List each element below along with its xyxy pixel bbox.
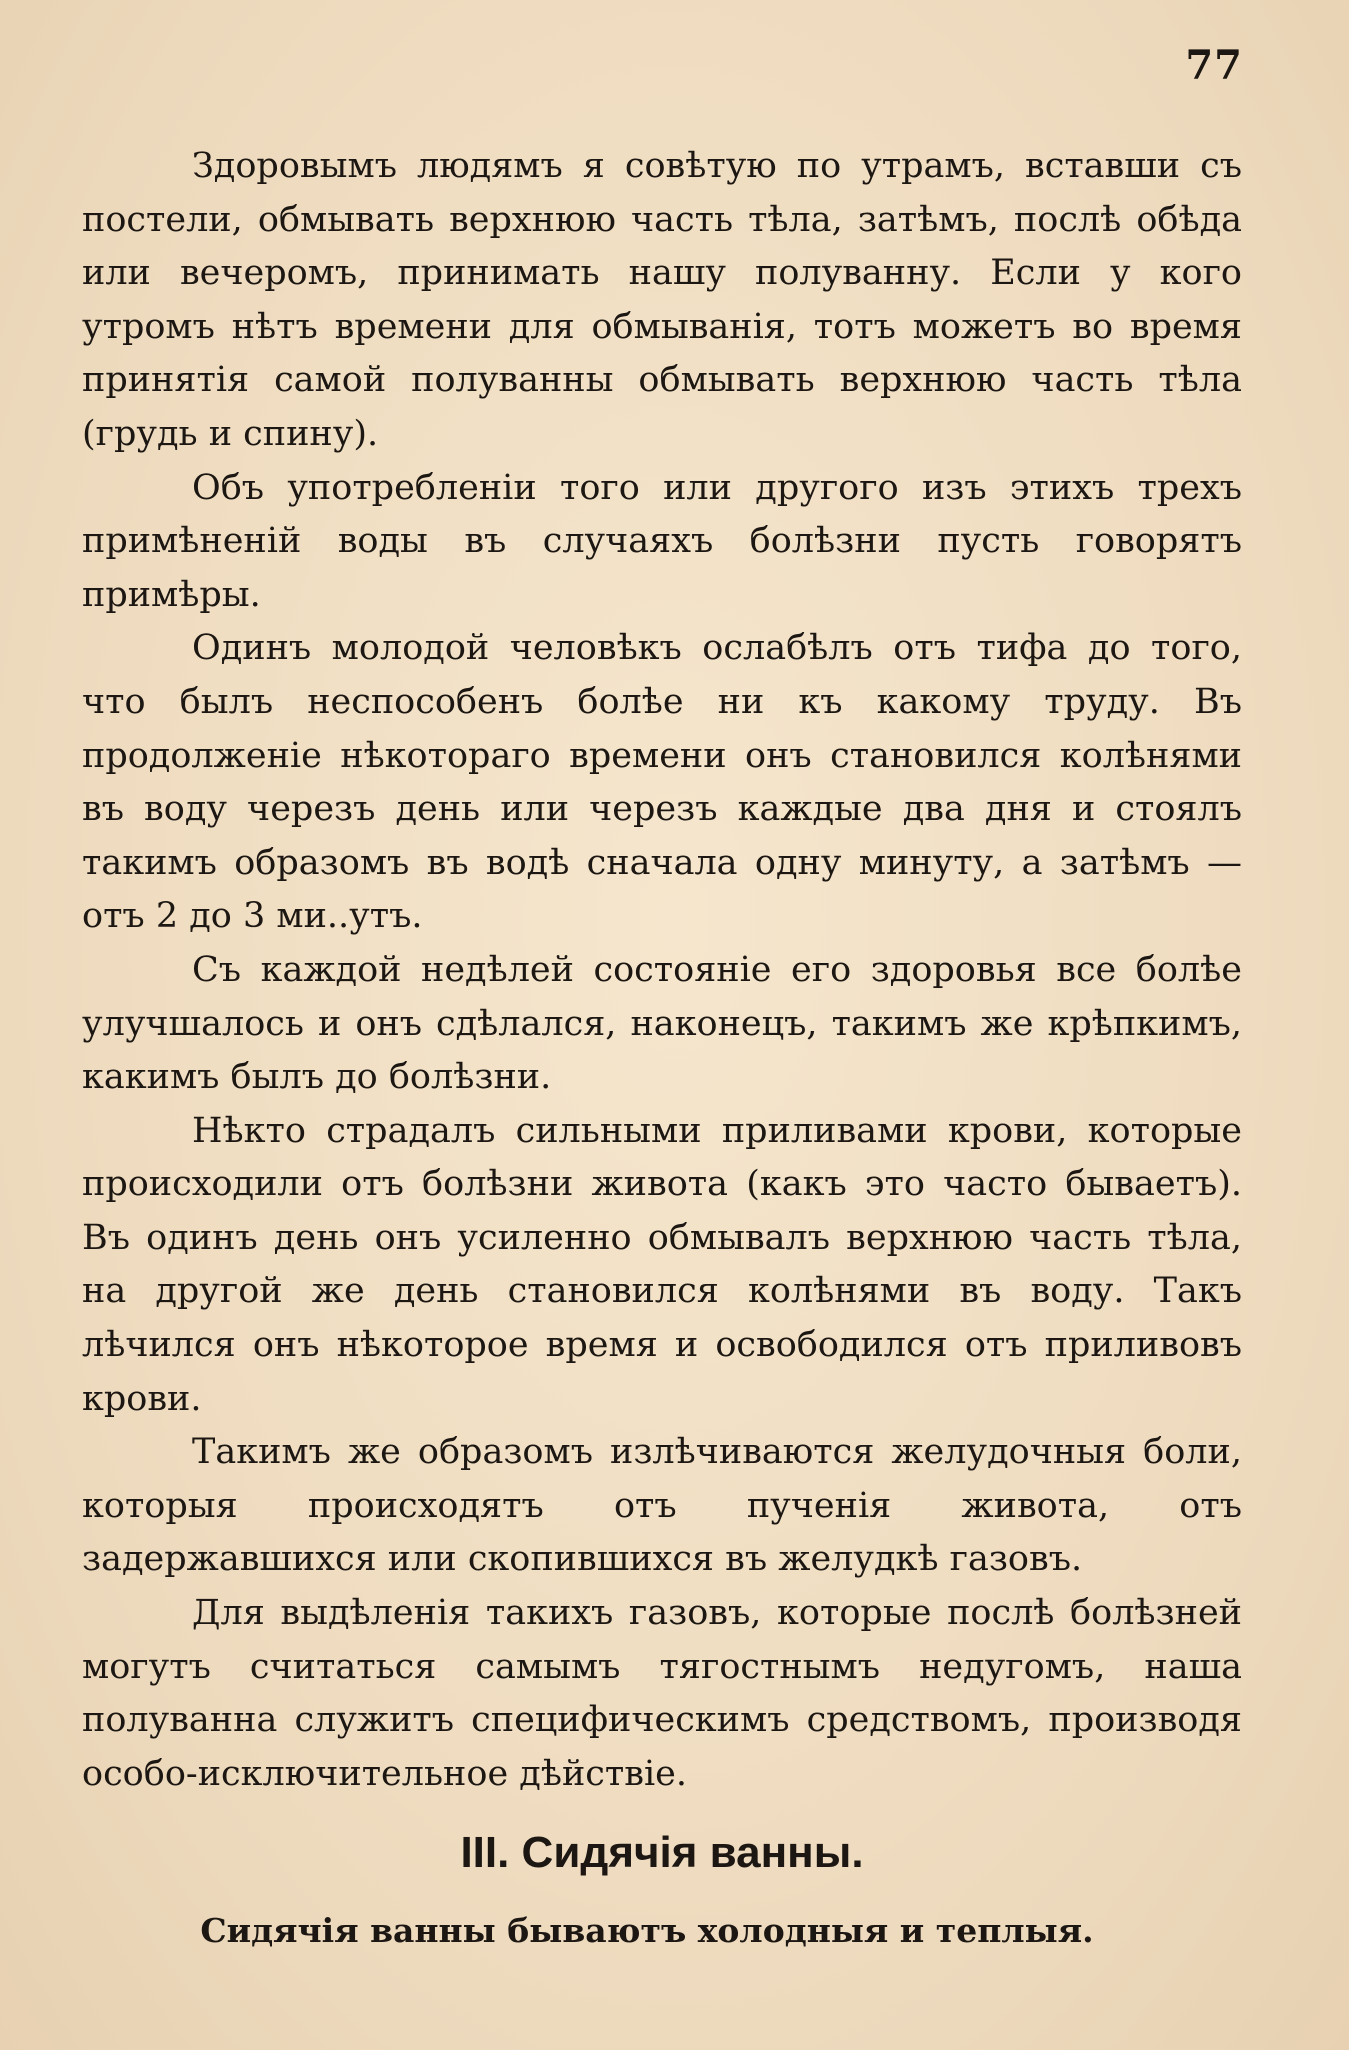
paragraph-recovery: Съ каждой недѣлей состояніе его здоровья все болѣе улучшалось и онъ сдѣлался, наконецъ, такимъ же крѣпкимъ, какимъ былъ до болѣзни. — [82, 949, 1242, 1098]
page-number: 77 — [1185, 42, 1243, 89]
paragraph-gases: Для выдѣленія такихъ газовъ, которые послѣ болѣзней могутъ считаться самымъ тягостнымъ недугомъ, наша полуванна служитъ специфическимъ средствомъ, производя особо-исключительное дѣйствіе. — [82, 1593, 1242, 1794]
paragraph-healthy-people: Здоровымъ людямъ я совѣтую по утрамъ, вставши съ постели, обмывать верхнюю часть тѣла, затѣмъ, послѣ обѣда или вечеромъ, принимать нашу полуванну. Если у кого утромъ нѣтъ времени для обмыванія, тотъ можетъ во время принятія самой полуванны обмывать верхнюю часть тѣла (грудь и спину). — [82, 146, 1242, 454]
section-heading: III. Сидячія ванны. — [460, 1828, 864, 1878]
paragraph-blood-rushes: Нѣкто страдалъ сильными приливами крови, которые происходили отъ болѣзни живота (какъ это часто бываетъ). Въ одинъ день онъ усиленно обмывалъ верхнюю часть тѣла, на другой же день становился колѣнями въ воду. Такъ лѣчился онъ нѣкоторое время и освободился отъ приливовъ крови. — [82, 1110, 1242, 1419]
paragraph-stomach-pains: Такимъ же образомъ излѣчиваются желудочныя боли, которыя происходятъ отъ пученія живота, отъ задержавшихся или скопившихся въ желудкѣ газовъ. — [82, 1432, 1242, 1580]
paragraph-typhus-case: Одинъ молодой человѣкъ ослабѣлъ отъ тифа до того, что былъ неспособенъ болѣе ни къ какому труду. Въ продолженіе нѣкотораго времени онъ становился колѣнями въ воду черезъ день или черезъ каждые два дня и стоялъ такимъ образомъ въ водѣ сначала одну минуту, а затѣмъ —отъ 2 до 3 ми..утъ. — [82, 628, 1242, 937]
section-subline: Сидячія ванны бываютъ холодныя и теплыя. — [200, 1911, 1094, 1951]
paragraph-examples-intro: Объ употребленіи того или другого изъ этихъ трехъ примѣненій воды въ случаяхъ болѣзни пусть говорятъ примѣры. — [82, 467, 1242, 615]
body-text — [82, 140, 1242, 1959]
